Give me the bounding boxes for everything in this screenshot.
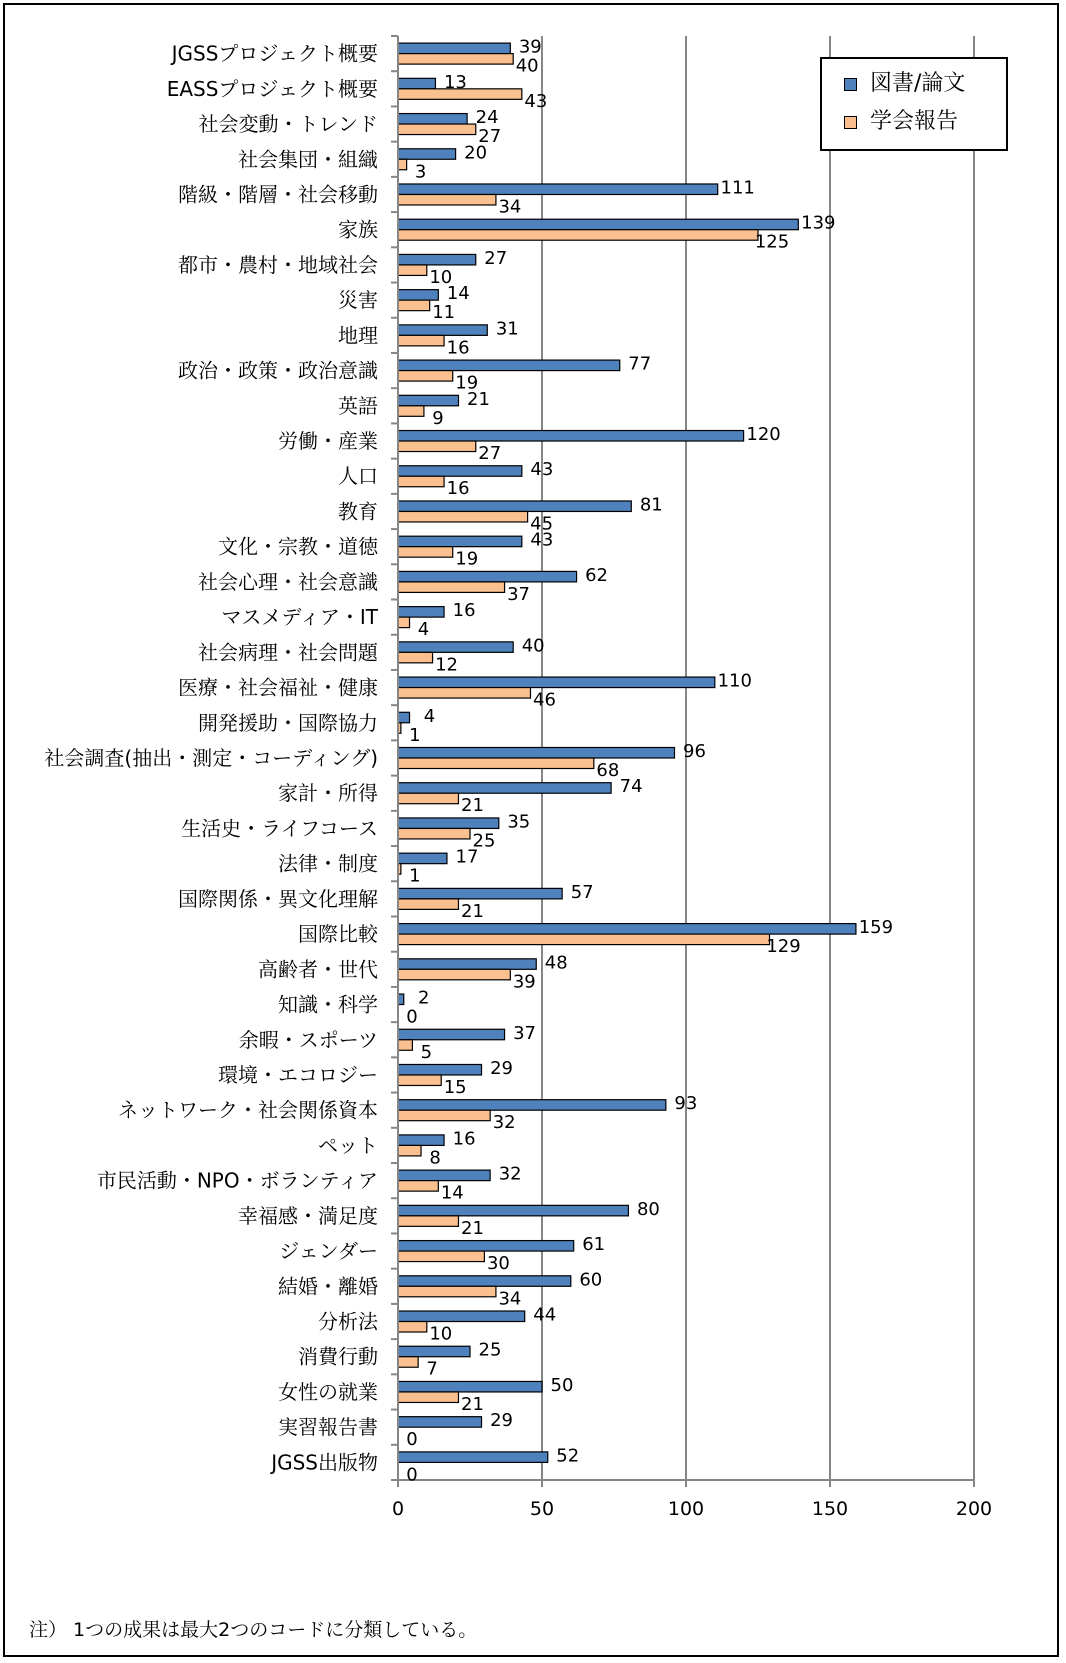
category-label: ペット — [318, 1133, 378, 1158]
data-label: 20 — [464, 142, 488, 164]
bar-series-2 — [398, 1075, 441, 1086]
bar-series-1 — [398, 1417, 482, 1428]
category-label: 余暇・スポーツ — [238, 1027, 378, 1052]
bar-series-1 — [398, 78, 435, 89]
category-label: 女性の就業 — [278, 1379, 378, 1404]
legend-swatch-series-1 — [844, 78, 857, 91]
legend-label-series-1: 図書/論文 — [870, 71, 966, 96]
category-label: 労働・産業 — [278, 429, 378, 454]
data-label: 29 — [490, 1057, 513, 1079]
bar-series-1 — [398, 712, 410, 723]
bar-series-2 — [398, 547, 453, 558]
bar-series-1 — [398, 431, 744, 442]
data-label: 21 — [461, 1393, 484, 1415]
data-label: 0 — [406, 1464, 418, 1486]
data-label: 43 — [530, 529, 554, 551]
data-label: 46 — [533, 689, 556, 711]
data-label: 14 — [440, 1182, 464, 1204]
data-label: 68 — [596, 760, 620, 781]
bar-series-1 — [398, 1135, 444, 1146]
bar-series-1 — [398, 571, 577, 582]
bar-series-2 — [398, 511, 528, 521]
data-label: 45 — [530, 513, 554, 535]
category-label: ジェンダー — [279, 1239, 378, 1264]
data-label: 120 — [746, 424, 781, 446]
data-label: 62 — [585, 564, 609, 586]
bar-series-2 — [398, 1392, 458, 1403]
data-label: 48 — [544, 952, 568, 974]
data-label: 4 — [417, 619, 430, 641]
category-label: 医療・社会福祉・健康 — [178, 675, 378, 700]
bar-series-2 — [398, 582, 505, 593]
chart-note: 注） 1つの成果は最大2つのコードに分類している。 — [29, 1619, 478, 1641]
category-label: 階級・階層・社会移動 — [178, 182, 378, 207]
data-label: 16 — [452, 600, 476, 622]
category-label: EASSプロジェクト概要 — [166, 76, 378, 101]
data-label: 9 — [432, 407, 444, 429]
bars — [398, 43, 856, 1462]
category-label: 社会調査(抽出・測定・コーディング) — [44, 746, 378, 770]
bar-series-1 — [398, 1346, 470, 1357]
data-label: 43 — [530, 459, 554, 481]
data-label: 21 — [467, 388, 490, 410]
data-label: 80 — [636, 1198, 660, 1220]
data-label: 21 — [461, 1217, 484, 1239]
data-label: 31 — [495, 318, 519, 340]
bar-series-2 — [398, 652, 433, 663]
bar-series-2 — [398, 1322, 427, 1333]
data-label: 13 — [443, 71, 467, 93]
data-label: 8 — [429, 1147, 441, 1169]
data-label: 1 — [409, 724, 421, 746]
bar-series-1 — [398, 1311, 525, 1322]
category-label: 社会変動・トレンド — [198, 112, 378, 137]
bar-series-2 — [398, 265, 427, 276]
data-label: 30 — [486, 1253, 510, 1275]
bar-series-2 — [398, 1181, 438, 1192]
data-label: 27 — [478, 126, 502, 148]
bar-series-1 — [398, 254, 476, 264]
bar-series-1 — [398, 642, 513, 653]
data-label: 50 — [550, 1374, 574, 1396]
data-label: 10 — [429, 1323, 453, 1345]
category-label: 消費行動 — [298, 1344, 378, 1369]
bar-series-1 — [398, 395, 458, 406]
data-label: 74 — [619, 776, 643, 798]
bar-series-2 — [398, 476, 444, 487]
bar-series-1 — [398, 536, 522, 547]
category-label: 高齢者・世代 — [258, 957, 378, 982]
bar-series-1 — [398, 325, 487, 336]
category-label: 幸福感・満足度 — [238, 1203, 378, 1228]
x-tick-label: 50 — [529, 1498, 555, 1520]
data-label: 21 — [461, 795, 484, 817]
bar-series-2 — [398, 441, 476, 452]
category-label: 政治・政策・政治意識 — [178, 358, 378, 383]
category-label: 分析法 — [318, 1309, 378, 1334]
bar-series-1 — [398, 501, 631, 512]
bar-series-2 — [398, 617, 410, 628]
category-label: 知識・科学 — [278, 992, 378, 1017]
data-label: 16 — [446, 478, 470, 500]
bar-series-1 — [398, 1170, 490, 1181]
bar-series-1 — [398, 360, 620, 371]
data-label: 2 — [418, 987, 430, 1009]
data-label: 21 — [461, 900, 484, 922]
bar-series-1 — [398, 43, 510, 54]
data-label: 39 — [512, 971, 536, 993]
data-label: 43 — [524, 90, 548, 112]
bar-series-1 — [398, 114, 467, 125]
bar-series-1 — [398, 1452, 548, 1463]
data-label: 19 — [455, 372, 479, 394]
data-label: 159 — [858, 917, 894, 939]
category-label: ネットワーク・社会関係資本 — [118, 1098, 378, 1123]
bar-series-1 — [398, 888, 562, 899]
bar-series-2 — [398, 230, 758, 241]
category-label: 都市・農村・地域社会 — [178, 252, 378, 277]
bar-series-2 — [398, 1251, 484, 1262]
data-label: 15 — [443, 1076, 467, 1098]
bar-series-1 — [398, 1100, 666, 1111]
data-label: 110 — [717, 670, 752, 692]
x-tick-label: 0 — [391, 1498, 405, 1520]
data-label: 11 — [432, 302, 456, 324]
data-label: 37 — [507, 583, 531, 605]
category-label: 社会集団・組織 — [238, 147, 378, 172]
bar-series-1 — [398, 959, 536, 970]
data-label: 57 — [570, 881, 594, 903]
bar-series-1 — [398, 818, 499, 829]
category-label: 開発援助・国際協力 — [198, 710, 378, 735]
category-label: 教育 — [338, 499, 378, 524]
bar-series-1 — [398, 1241, 574, 1252]
data-label: 3 — [414, 161, 427, 183]
bar-series-2 — [398, 159, 407, 170]
data-label: 10 — [429, 266, 453, 288]
category-label: 社会心理・社会意識 — [198, 569, 378, 594]
data-label: 93 — [674, 1093, 698, 1115]
data-label: 44 — [533, 1304, 557, 1326]
bar-series-1 — [398, 924, 856, 935]
category-label: 結婚・離婚 — [278, 1274, 378, 1299]
bar-series-1 — [398, 466, 522, 477]
data-label: 29 — [490, 1410, 513, 1432]
legend — [820, 57, 1008, 151]
category-label: マスメディア・IT — [221, 605, 378, 630]
bar-series-1 — [398, 290, 438, 301]
bar-series-2 — [398, 688, 530, 699]
category-label: 家計・所得 — [278, 781, 378, 806]
category-label: 実習報告書 — [278, 1415, 378, 1440]
bar-series-2 — [398, 758, 594, 769]
bar-series-1 — [398, 1064, 482, 1075]
bar-series-1 — [398, 783, 611, 794]
category-label: 文化・宗教・道徳 — [218, 534, 378, 559]
data-label: 139 — [801, 212, 836, 234]
data-label: 32 — [498, 1163, 522, 1185]
bar-series-2 — [398, 899, 458, 910]
data-label: 17 — [455, 846, 479, 868]
data-label: 1 — [409, 865, 421, 887]
data-label: 19 — [455, 548, 479, 570]
bar-series-1 — [398, 748, 674, 759]
data-label: 34 — [498, 1288, 522, 1310]
bar-series-2 — [398, 335, 444, 346]
bar-series-2 — [398, 124, 476, 135]
data-label: 40 — [521, 635, 545, 657]
bar-series-1 — [398, 1205, 628, 1216]
bar-series-2 — [398, 194, 496, 205]
data-label: 125 — [754, 231, 790, 253]
bar-series-2 — [398, 1286, 496, 1297]
data-label: 27 — [484, 247, 508, 269]
category-label: 家族 — [338, 217, 378, 242]
category-label: 国際比較 — [298, 922, 378, 947]
data-label: 34 — [498, 196, 522, 218]
category-label: 環境・エコロジー — [218, 1062, 378, 1087]
bar-series-2 — [398, 300, 430, 311]
data-label: 40 — [515, 55, 539, 77]
data-label: 0 — [406, 1429, 418, 1451]
bar-series-1 — [398, 1381, 542, 1392]
bar-series-1 — [398, 149, 456, 160]
data-label: 37 — [513, 1022, 537, 1044]
bar-series-1 — [398, 219, 798, 230]
x-tick-label: 100 — [667, 1498, 705, 1520]
category-label: 国際関係・異文化理解 — [178, 886, 378, 911]
bar-series-1 — [398, 1276, 571, 1287]
bar-series-2 — [398, 1040, 412, 1051]
bar-series-1 — [398, 677, 715, 688]
bar-series-2 — [398, 1216, 458, 1227]
data-label: 14 — [446, 283, 470, 305]
bar-series-1 — [398, 607, 444, 618]
bar-series-2 — [398, 1357, 418, 1368]
category-label: JGSSプロジェクト概要 — [171, 41, 378, 66]
bar-series-1 — [398, 184, 718, 195]
category-label: 災害 — [338, 288, 378, 313]
bar-series-2 — [398, 54, 513, 65]
bar-series-2 — [398, 1145, 421, 1156]
category-label: 法律・制度 — [278, 851, 378, 876]
bar-series-2 — [398, 828, 470, 839]
data-label: 16 — [446, 337, 470, 359]
data-label: 5 — [420, 1041, 433, 1063]
bar-chart — [5, 5, 1057, 1655]
data-label: 16 — [452, 1128, 476, 1150]
data-label: 4 — [423, 705, 436, 727]
labels — [44, 37, 992, 1520]
data-label: 77 — [628, 353, 652, 375]
data-label: 60 — [579, 1269, 603, 1291]
chart-frame — [3, 3, 1059, 1657]
category-label: JGSS出版物 — [271, 1450, 378, 1475]
data-label: 111 — [720, 177, 755, 199]
data-label: 129 — [766, 936, 801, 958]
data-label: 61 — [582, 1234, 606, 1256]
category-label: 市民活動・NPO・ボランティア — [96, 1168, 378, 1193]
x-tick-label: 200 — [955, 1498, 993, 1520]
data-label: 32 — [492, 1112, 516, 1134]
bar-series-2 — [398, 406, 424, 417]
category-label: 英語 — [338, 393, 378, 418]
data-label: 52 — [556, 1445, 580, 1467]
bar-series-1 — [398, 1029, 505, 1040]
data-label: 12 — [435, 654, 459, 676]
data-label: 25 — [472, 830, 496, 852]
data-label: 7 — [426, 1358, 438, 1380]
legend-swatch-series-2 — [844, 116, 857, 129]
bar-series-2 — [398, 1110, 490, 1121]
data-label: 25 — [478, 1339, 502, 1361]
category-label: 生活史・ライフコース — [181, 816, 378, 841]
bar-series-2 — [398, 934, 770, 945]
category-label: 社会病理・社会問題 — [198, 640, 378, 665]
data-label: 81 — [639, 494, 663, 516]
data-label: 35 — [507, 811, 531, 833]
bar-series-2 — [398, 793, 458, 804]
bar-series-2 — [398, 371, 453, 382]
bar-series-1 — [398, 853, 447, 864]
data-label: 24 — [475, 107, 499, 129]
x-tick-label: 150 — [811, 1498, 849, 1520]
data-label: 96 — [683, 741, 706, 762]
data-label: 27 — [478, 443, 502, 465]
legend-label-series-2: 学会報告 — [870, 109, 959, 134]
category-label: 人口 — [338, 464, 378, 489]
data-label: 0 — [406, 1006, 418, 1028]
data-label: 39 — [518, 36, 542, 58]
category-label: 地理 — [338, 323, 378, 348]
bar-series-2 — [398, 969, 510, 980]
